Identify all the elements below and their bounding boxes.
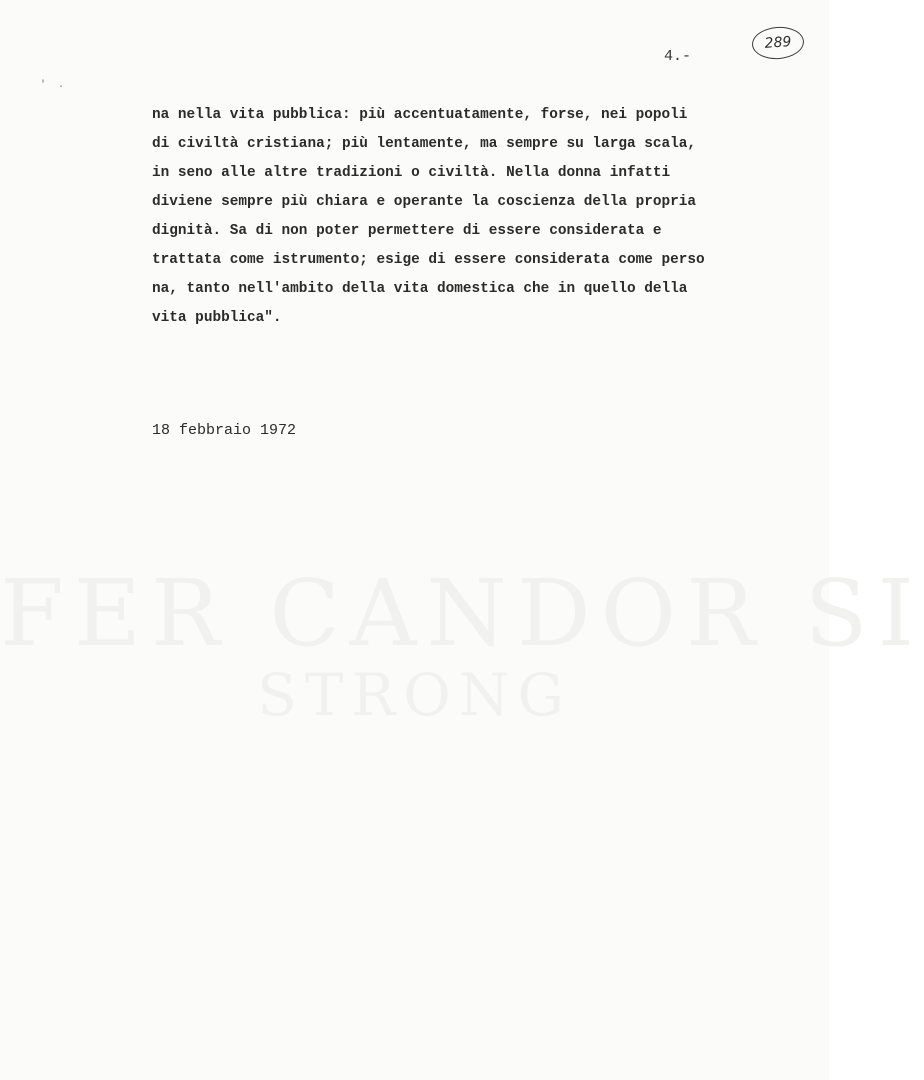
text-line: trattata come istrumento; esige di essere considerata come perso [152, 252, 705, 268]
paper-speck: ' . [40, 80, 68, 91]
page-number: 4.- [664, 48, 692, 65]
text-line: vita pubblica". [152, 310, 282, 326]
text-line: na nella vita pubblica: più accentuatamente, forse, nei popoli [152, 107, 688, 123]
text-line: diviene sempre più chiara e operante la coscienza della propria [152, 194, 697, 210]
text-line: di civiltà cristiana; più lentamente, ma sempre su larga scala, [152, 136, 697, 152]
text-line: dignità. Sa di non poter permettere di essere considerata e [152, 223, 662, 239]
text-line: in seno alle altre tradizioni o civiltà. Nella donna infatti [152, 165, 671, 181]
body-paragraph [152, 101, 705, 333]
text-line: na, tanto nell'ambito della vita domestica che in quello della [152, 281, 688, 297]
document-date: 18 febbraio 1972 [152, 422, 297, 439]
archive-number-stamp: 289 [751, 25, 805, 61]
show-through-watermark: FER CANDOR SI STRONG [0, 560, 924, 729]
